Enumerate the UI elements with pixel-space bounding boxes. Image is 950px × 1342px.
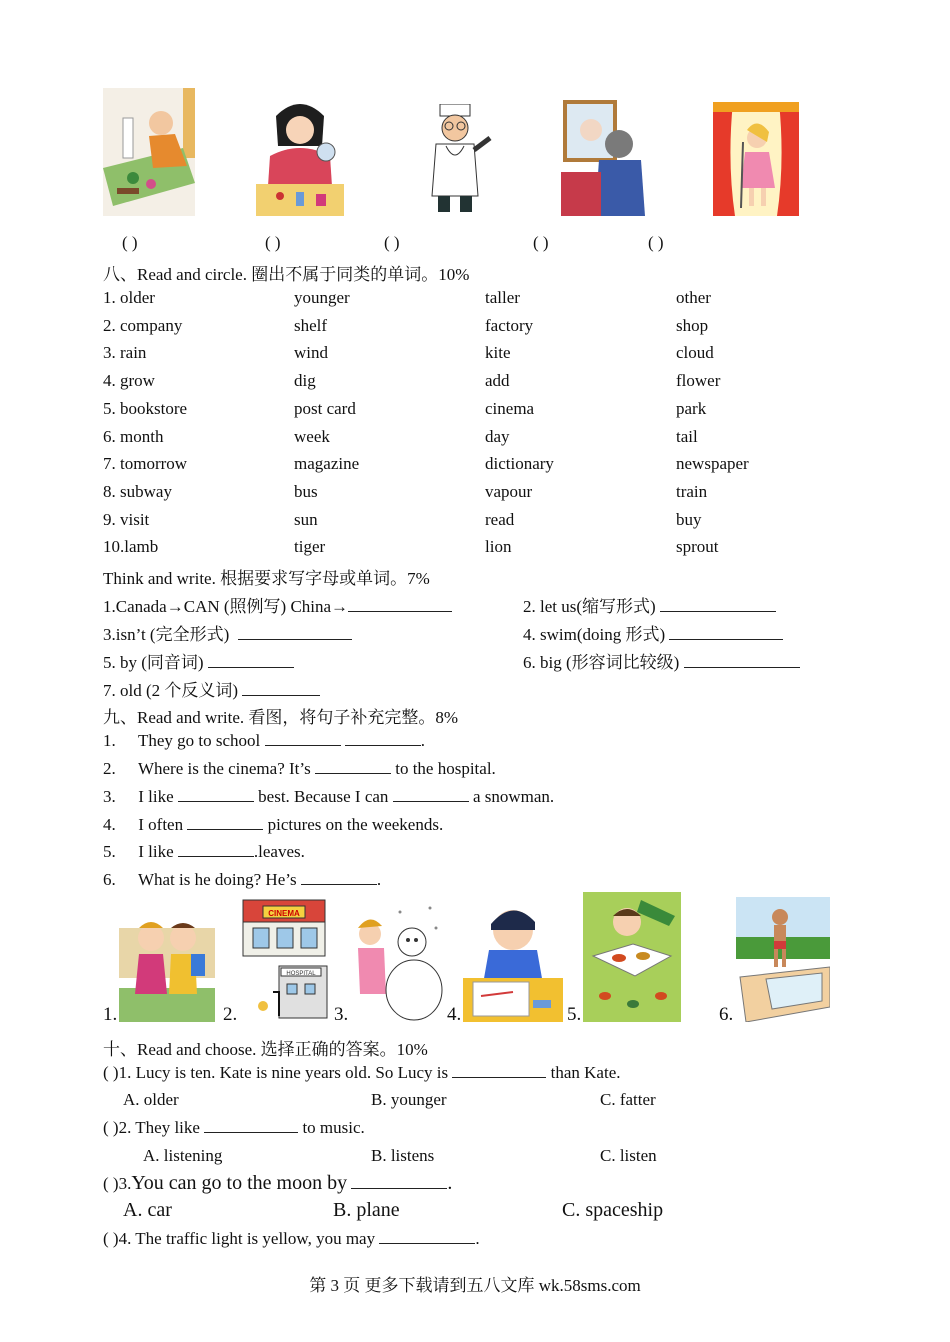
- answer-blank[interactable]: [178, 787, 254, 802]
- word-option[interactable]: 1. older: [103, 288, 155, 307]
- answer-blank[interactable]: [351, 1174, 447, 1189]
- think-q7-text: 7. old (2 个反义词): [103, 681, 239, 700]
- word-option[interactable]: week: [294, 426, 330, 446]
- word-option[interactable]: bus: [294, 481, 318, 501]
- think-q5: [103, 648, 294, 673]
- answer-blank[interactable]: [348, 597, 452, 612]
- q4-end: .: [475, 1229, 480, 1248]
- leaves-picture: [583, 892, 681, 1022]
- answer-blank[interactable]: [345, 731, 421, 746]
- word-option[interactable]: lion: [485, 537, 512, 557]
- item-text: I like: [138, 787, 174, 806]
- word-option[interactable]: 3. rain: [103, 343, 147, 363]
- q4-text: ( )4. The traffic light is yellow, you may: [103, 1229, 376, 1248]
- word-option[interactable]: train: [676, 481, 708, 501]
- word-option[interactable]: kite: [485, 343, 511, 363]
- answer-blank[interactable]: [238, 625, 352, 640]
- answer-blank[interactable]: [379, 1229, 475, 1244]
- s9-item-6: [103, 870, 381, 890]
- item-number: 3.: [103, 787, 116, 806]
- item-end: .: [376, 870, 382, 889]
- word-option[interactable]: 8. subway: [103, 481, 172, 501]
- choice-q4: [103, 1229, 480, 1249]
- word-option[interactable]: 6. month: [103, 426, 164, 446]
- answer-blank[interactable]: [265, 731, 341, 746]
- q1-end: than Kate.: [550, 1063, 621, 1082]
- word-option[interactable]: tiger: [294, 537, 326, 557]
- q3-end: .: [447, 1172, 453, 1194]
- snowman-picture: [350, 898, 446, 1022]
- think-q6-text: 6. big (形容词比较级): [523, 653, 680, 672]
- word-option[interactable]: add: [485, 371, 510, 391]
- word-option[interactable]: 2. company: [103, 315, 183, 335]
- q2-text: ( )2. They like: [103, 1118, 200, 1137]
- word-option[interactable]: vapour: [485, 481, 533, 501]
- word-option[interactable]: park: [676, 398, 707, 418]
- florist-picture: [103, 88, 195, 216]
- think-q6: [523, 648, 800, 673]
- choice-q3: [103, 1172, 452, 1195]
- item-text: to the hospital.: [395, 759, 496, 778]
- word-option[interactable]: 10.lamb: [103, 537, 159, 557]
- q3-option-c[interactable]: C. spaceship: [562, 1199, 664, 1221]
- word-option[interactable]: 9. visit: [103, 509, 150, 529]
- answer-bracket[interactable]: ( ): [648, 233, 664, 252]
- word-option[interactable]: sprout: [676, 537, 719, 557]
- think-q4: [523, 620, 783, 645]
- answer-blank[interactable]: [315, 759, 391, 774]
- drawing-boy-picture: [463, 900, 563, 1022]
- word-option[interactable]: buy: [676, 509, 702, 529]
- word-option[interactable]: newspaper: [676, 454, 749, 474]
- section-10-title: 十、Read and choose. 选择正确的答案。10%: [103, 1040, 428, 1059]
- item-text: I often: [138, 815, 184, 834]
- word-option[interactable]: tail: [676, 426, 698, 446]
- think-q3: [103, 620, 352, 645]
- answer-blank[interactable]: [660, 597, 776, 612]
- q2-option-a[interactable]: A. listening: [143, 1146, 223, 1165]
- answer-bracket[interactable]: ( ): [265, 233, 281, 252]
- word-option[interactable]: dig: [294, 371, 316, 391]
- item-number: 5.: [103, 842, 116, 861]
- q1-option-c[interactable]: C. fatter: [600, 1090, 656, 1109]
- q3-option-a[interactable]: A. car: [123, 1199, 172, 1221]
- item-text: Where is the cinema? It’s: [137, 759, 311, 778]
- item-number: 6.: [103, 870, 116, 889]
- answer-blank[interactable]: [187, 815, 263, 830]
- mirror-picture: [561, 98, 647, 216]
- think-q4-text: 4. swim(doing 形式): [523, 625, 666, 644]
- item-text: They go to school: [137, 731, 261, 750]
- word-option[interactable]: taller: [485, 288, 520, 307]
- answer-bracket[interactable]: ( ): [122, 233, 138, 252]
- word-option[interactable]: cloud: [676, 343, 714, 363]
- answer-blank[interactable]: [242, 681, 320, 696]
- answer-bracket[interactable]: ( ): [533, 233, 549, 252]
- s9-item-4: [103, 815, 443, 835]
- word-option[interactable]: sun: [294, 509, 318, 529]
- swimming-picture: [736, 897, 830, 1022]
- think-q1-text: 1.Canada→CAN (照例写) China→: [103, 597, 349, 616]
- q1-option-a[interactable]: A. older: [123, 1090, 179, 1109]
- section-8-title: 八、Read and circle. 圈出不属于同类的单词。10%: [103, 265, 470, 284]
- item-text: best. Because I can: [258, 787, 389, 806]
- word-option[interactable]: shelf: [294, 315, 328, 335]
- item-text: pictures on the weekends.: [267, 815, 444, 834]
- word-option[interactable]: flower: [676, 371, 721, 391]
- word-option[interactable]: magazine: [294, 454, 360, 474]
- hospital-sign: HOSPITAL: [286, 971, 316, 977]
- q2-option-c[interactable]: C. listen: [600, 1146, 657, 1165]
- item-text: .leaves.: [253, 842, 305, 861]
- s9-item-5: [103, 842, 305, 862]
- s9-item-3: [103, 787, 554, 807]
- word-option[interactable]: post card: [294, 398, 356, 418]
- answer-blank[interactable]: [452, 1063, 546, 1078]
- word-option[interactable]: factory: [485, 315, 534, 335]
- answer-blank[interactable]: [393, 787, 469, 802]
- q1-text: ( )1. Lucy is ten. Kate is nine years old. So Lucy is: [103, 1063, 449, 1082]
- word-option[interactable]: dictionary: [485, 454, 554, 474]
- doctor-picture: [418, 104, 492, 216]
- choice-q2: [103, 1118, 365, 1138]
- answer-blank[interactable]: [684, 653, 800, 668]
- children-walking-picture: [119, 898, 215, 1022]
- q3-option-b[interactable]: B. plane: [333, 1199, 400, 1221]
- think-write-title: Think and write. 根据要求写字母或单词。7%: [103, 569, 430, 588]
- think-q2-text: 2. let us(缩写形式): [523, 597, 656, 616]
- q2-end: to music.: [302, 1118, 365, 1137]
- answer-bracket[interactable]: ( ): [384, 233, 400, 252]
- think-q1: [103, 592, 452, 617]
- picture-label: 1.: [103, 1004, 118, 1025]
- picture-label: 4.: [447, 1004, 462, 1025]
- makeup-picture: [256, 96, 344, 216]
- q3-text: You can go to the moon by: [131, 1172, 348, 1194]
- q1-option-b[interactable]: B. younger: [371, 1090, 447, 1109]
- word-option[interactable]: read: [485, 509, 515, 529]
- think-q7: [103, 676, 320, 701]
- page-footer: 第 3 页 更多下载请到五八文库 wk.58sms.com: [309, 1276, 641, 1295]
- q2-option-b[interactable]: B. listens: [371, 1146, 435, 1165]
- item-text: I like: [138, 842, 174, 861]
- think-q3-text: 3.isn’t (完全形式): [103, 625, 230, 644]
- q3-paren: ( )3.: [103, 1174, 132, 1193]
- word-option[interactable]: shop: [676, 315, 709, 335]
- cinema-sign: CINEMA: [268, 909, 300, 918]
- answer-blank[interactable]: [208, 653, 294, 668]
- picture-label: 5.: [567, 1004, 582, 1025]
- think-q2: [523, 592, 776, 617]
- answer-blank[interactable]: [178, 842, 254, 857]
- word-option[interactable]: other: [676, 288, 711, 307]
- s9-item-1: [103, 731, 425, 751]
- word-option[interactable]: 4. grow: [103, 371, 155, 391]
- word-option[interactable]: 5. bookstore: [103, 398, 188, 418]
- word-option[interactable]: 7. tomorrow: [103, 454, 188, 474]
- picture-label: 6.: [719, 1004, 734, 1025]
- item-number: 1.: [103, 731, 116, 750]
- item-text: What is he doing? He’s: [137, 870, 297, 889]
- choice-q1: [103, 1063, 620, 1083]
- think-q5-text: 5. by (同音词): [103, 653, 204, 672]
- picture-label: 3.: [334, 1004, 349, 1025]
- item-text: a snowman.: [472, 787, 555, 806]
- answer-blank[interactable]: [204, 1118, 298, 1133]
- section-9-title: 九、Read and write. 看图，将句子补充完整。8%: [103, 708, 459, 727]
- item-number: 2.: [103, 759, 116, 778]
- answer-blank[interactable]: [669, 625, 783, 640]
- answer-blank[interactable]: [301, 870, 377, 885]
- word-option[interactable]: cinema: [485, 398, 535, 418]
- singer-picture: [713, 102, 799, 216]
- s9-item-2: [103, 759, 496, 779]
- item-number: 4.: [103, 815, 116, 834]
- word-option[interactable]: day: [485, 426, 510, 446]
- word-option[interactable]: wind: [294, 343, 328, 363]
- cinema-hospital-picture: [239, 896, 329, 1022]
- item-end: .: [420, 731, 425, 750]
- word-option[interactable]: younger: [294, 288, 350, 307]
- picture-label: 2.: [223, 1004, 238, 1025]
